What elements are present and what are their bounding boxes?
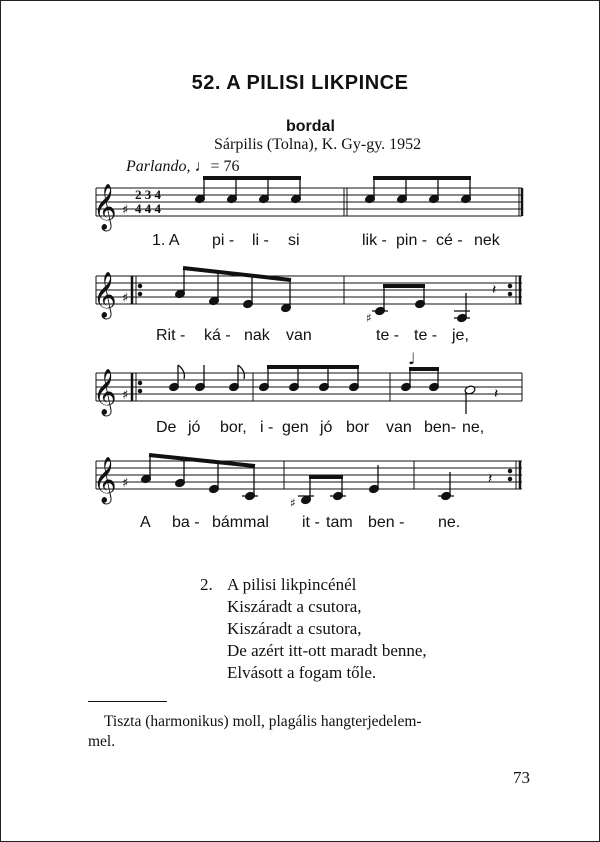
tempo-bpm: = 76: [210, 158, 240, 175]
footnote-rule: [88, 701, 167, 702]
lyric-syllable: pi -: [212, 232, 235, 249]
treble-clef-icon: 𝄞: [93, 457, 117, 503]
treble-clef-icon: 𝄞: [93, 184, 117, 230]
lyric-syllable: gen: [282, 419, 309, 436]
lyric-syllable: van: [386, 419, 412, 436]
footnote: [88, 712, 530, 752]
lyric-syllable: bor: [346, 419, 370, 436]
sharp-icon: ♯: [122, 388, 129, 403]
tempo-text: Parlando,: [126, 158, 191, 175]
lyric-syllable: Rit -: [156, 327, 186, 344]
sharp-icon: ♯: [122, 291, 129, 306]
svg-text:𝄽: 𝄽: [494, 386, 499, 402]
song-source: Sárpilis (Tolna), K. Gy-gy. 1952: [214, 136, 422, 153]
time-signature: [135, 187, 162, 216]
svg-text:♯: ♯: [290, 496, 296, 510]
song-genre: bordal: [286, 118, 335, 135]
time-signature-bottom: 4 4 4: [135, 201, 161, 216]
lyric-syllable: 1. A: [152, 232, 180, 249]
verse-line: De azért itt-ott maradt benne,: [227, 641, 427, 660]
footnote-line: Tiszta (harmonikus) moll, plagális hangterjedelem-: [104, 713, 422, 730]
lyric-syllable: ne,: [462, 419, 485, 436]
lyric-syllable: tam: [326, 514, 353, 531]
lyric-syllable: nak: [244, 327, 270, 344]
lyric-syllable: ká -: [204, 327, 231, 344]
song-title: 52. A PILISI LIKPINCE: [191, 72, 409, 94]
lyric-syllable: si: [288, 232, 300, 249]
lyric-syllable: li -: [252, 232, 269, 249]
lyric-syllable: ben-: [424, 419, 457, 436]
lyric-syllable: jó: [320, 419, 333, 436]
lyric-syllable: A: [140, 514, 151, 531]
lyric-syllable: te -: [376, 327, 400, 344]
verse-number: 2.: [200, 575, 213, 594]
sharp-icon: ♯: [122, 476, 129, 491]
lyric-syllable: lik -: [362, 232, 387, 249]
footnote-line: mel.: [88, 733, 116, 750]
lyric-syllable: te -: [414, 327, 438, 344]
time-signature-top: 2 3 4: [135, 187, 161, 202]
verse-line: Elvásott a fogam tőle.: [227, 663, 377, 682]
treble-clef-icon: 𝄞: [93, 272, 117, 318]
sharp-icon: ♯: [122, 203, 129, 218]
lyric-syllable: bor,: [220, 419, 247, 436]
verse-line: [200, 574, 427, 596]
lyric-syllable: pin -: [396, 232, 428, 249]
notes-system-1: [195, 177, 472, 204]
page-number: 73: [513, 768, 530, 787]
verse-line: Kiszáradt a csutora,: [227, 619, 362, 638]
lyric-syllable: jó: [188, 419, 201, 436]
svg-text:𝄽: 𝄽: [488, 471, 493, 487]
verse-2: [200, 574, 427, 684]
lyric-syllable: nek: [474, 232, 500, 249]
svg-text:𝄽: 𝄽: [492, 282, 497, 298]
staff-system-3: [96, 373, 522, 401]
svg-text:♯: ♯: [366, 311, 372, 325]
lyric-syllable: je,: [452, 327, 469, 344]
svg-text:♩: ♩: [408, 349, 416, 368]
lyric-syllable: bámmal: [212, 514, 269, 531]
treble-clef-icon: 𝄞: [93, 369, 117, 415]
lyric-syllable: ba -: [172, 514, 200, 531]
verse-line-text: A pilisi likpincénél: [227, 575, 357, 594]
lyric-syllable: ben -: [368, 514, 405, 531]
quarter-note-icon: ♩: [194, 158, 211, 175]
lyric-syllable: van: [286, 327, 312, 344]
lyric-syllable: ne.: [438, 514, 461, 531]
lyric-syllable: it -: [302, 514, 320, 531]
verse-line: Kiszáradt a csutora,: [227, 597, 362, 616]
notes-system-3: [138, 349, 498, 414]
lyric-syllable: De: [156, 419, 177, 436]
staff-system-2: [96, 276, 522, 304]
lyric-syllable: cé -: [436, 232, 463, 249]
lyric-syllable: i -: [260, 419, 274, 436]
